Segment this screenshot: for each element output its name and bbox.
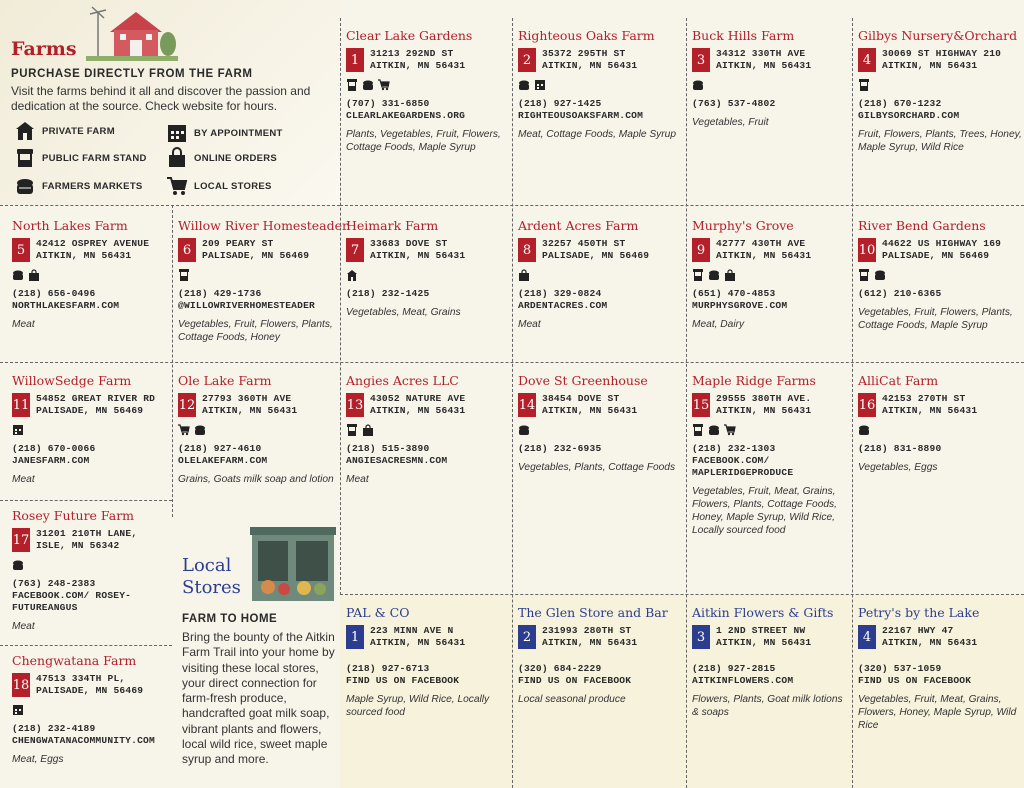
entry-address: 32257 450TH ST PALISADE, MN 56469 (542, 238, 650, 261)
entry-website[interactable]: OLELAKEFARM.COM (178, 455, 268, 466)
store-entry-pal-co (340, 597, 512, 787)
divider-horizontal (0, 645, 172, 646)
farm-entry-willow-river-homesteader (172, 210, 348, 370)
divider-vertical (512, 18, 513, 788)
basket-icon (12, 558, 24, 570)
basket-icon (692, 78, 704, 90)
farm-name: Chengwatana Farm (12, 653, 137, 668)
barn-illustration (86, 6, 178, 62)
purchase-options (178, 423, 340, 437)
purchase-options (858, 268, 1024, 282)
farm-name: Buck Hills Farm (692, 28, 795, 43)
entry-contact (858, 443, 1024, 455)
entry-number-badge: 2 (518, 48, 536, 72)
entry-phone: (218) 232-1303 (692, 443, 776, 454)
entry-number-badge: 18 (12, 673, 30, 697)
entry-address: 38454 DOVE ST AITKIN, MN 56431 (542, 393, 638, 416)
entry-address: 209 PEARY ST PALISADE, MN 56469 (202, 238, 310, 261)
stand-icon (178, 268, 190, 280)
entry-website[interactable]: FIND US ON FACEBOOK (518, 675, 632, 686)
calendar-icon (166, 122, 188, 144)
entry-products: Local seasonal produce (518, 694, 626, 705)
calendar-icon (12, 703, 24, 715)
entry-contact (178, 288, 340, 312)
entry-website[interactable]: NORTHLAKESFARM.COM (12, 300, 120, 311)
basket-icon (518, 423, 530, 435)
farms-title: Farms (11, 38, 77, 60)
farm-name: Dove St Greenhouse (518, 373, 648, 388)
entry-products: Meat, Eggs (12, 754, 64, 765)
entry-number-badge: 12 (178, 393, 196, 417)
entry-products: Vegetables, Fruit, Flowers, Plants, Cottage Foods, Honey (178, 319, 333, 343)
entry-products: Vegetables, Fruit, Flowers, Plants, Cottage Foods, Maple Syrup (858, 307, 1013, 331)
cart-icon (724, 423, 736, 435)
divider-horizontal (0, 362, 1024, 363)
entry-phone: (218) 656-0496 (12, 288, 96, 299)
entry-number-badge: 9 (692, 238, 710, 262)
bag-icon (518, 268, 530, 280)
stand-icon (858, 78, 870, 90)
store-entry-the-glen-store-and-bar (512, 597, 686, 787)
farm-entry-gilbys-nursery-orchard (852, 20, 1024, 205)
entry-website[interactable]: JANESFARM.COM (12, 455, 90, 466)
basket-icon (194, 423, 206, 435)
entry-website[interactable]: CLEARLAKEGARDENS.ORG (346, 110, 466, 121)
farm-name: Righteous Oaks Farm (518, 28, 655, 43)
entry-website[interactable]: MURPHYSGROVE.COM (692, 300, 788, 311)
entry-products: Meat (12, 474, 35, 485)
store-name: Aitkin Flowers & Gifts (692, 605, 834, 620)
purchase-options (346, 268, 512, 282)
purchase-options (692, 423, 852, 437)
legend-online-orders: ONLINE ORDERS (166, 147, 277, 169)
farm-name: Gilbys Nursery&Orchard (858, 28, 1018, 43)
entry-number-badge: 2 (518, 625, 536, 649)
divider-horizontal (340, 594, 1024, 595)
farm-name: Ardent Acres Farm (518, 218, 639, 233)
basket-icon (362, 78, 374, 90)
entry-phone: (218) 232-4189 (12, 723, 96, 734)
stand-icon (692, 423, 704, 435)
calendar-icon (12, 423, 24, 435)
entry-address: 35372 295TH ST AITKIN, MN 56431 (542, 48, 638, 71)
basket-icon (874, 268, 886, 280)
divider-horizontal (0, 500, 172, 501)
entry-address: 223 MINN AVE N AITKIN, MN 56431 (370, 625, 466, 648)
farm-name: Clear Lake Gardens (346, 28, 473, 43)
entry-number-badge: 4 (858, 48, 876, 72)
entry-phone: (707) 331-6850 (346, 98, 430, 109)
local-stores-description: Bring the bounty of the Aitkin Farm Trail into your home by visiting these local stores, your direct connection for farm-fresh produce, handcrafted goat milk soap, vibrant plants and flowers, local wild rice, sweet maple syrup and more. (182, 630, 335, 767)
entry-address: 33683 DOVE ST AITKIN, MN 56431 (370, 238, 466, 261)
entry-number-badge: 1 (346, 625, 364, 649)
entry-products: Fruit, Flowers, Plants, Trees, Honey, Maple Syrup, Wild Rice (858, 129, 1022, 153)
entry-contact (692, 288, 852, 312)
entry-number-badge: 15 (692, 393, 710, 417)
entry-website[interactable]: FIND US ON FACEBOOK (346, 675, 460, 686)
store-name: Petry's by the Lake (858, 605, 980, 620)
store-entry-petry-s-by-the-lake (852, 597, 1024, 787)
farms-header-panel (0, 0, 340, 205)
legend-private-farm: PRIVATE FARM (14, 120, 115, 142)
entry-contact (12, 578, 172, 614)
entry-phone: (763) 248-2383 (12, 578, 96, 589)
stand-icon (346, 423, 358, 435)
farm-entry-north-lakes-farm (6, 210, 172, 370)
entry-website[interactable]: FACEBOOK.COM/ ROSEY-FUTUREANGUS (12, 590, 132, 613)
entry-address: 22167 HWY 47 AITKIN, MN 56431 (882, 625, 978, 648)
bag-icon (362, 423, 374, 435)
entry-contact (12, 723, 172, 747)
legend-by-appointment: BY APPOINTMENT (166, 122, 283, 144)
entry-address: 34312 330TH AVE AITKIN, MN 56431 (716, 48, 812, 71)
entry-products: Vegetables, Meat, Grains (346, 307, 461, 318)
farm-entry-maple-ridge-farms (686, 365, 852, 595)
calendar-icon (534, 78, 546, 90)
purchase-options (692, 78, 852, 92)
entry-phone: (218) 927-2815 (692, 663, 776, 674)
entry-website[interactable]: @WILLOWRIVERHOMESTEADER (178, 300, 316, 311)
entry-phone: (218) 927-4610 (178, 443, 262, 454)
local-stores-title: Local Stores (182, 555, 241, 598)
entry-phone: (651) 470-4853 (692, 288, 776, 299)
entry-products: Meat (518, 319, 541, 330)
entry-address: 44622 US HIGHWAY 169 PALISADE, MN 56469 (882, 238, 1002, 261)
storefront-illustration (248, 521, 338, 605)
divider-horizontal (0, 205, 340, 206)
bag-icon (724, 268, 736, 280)
farm-entry-angies-acres-llc (340, 365, 512, 595)
stand-icon (858, 268, 870, 280)
entry-contact (346, 443, 512, 467)
farm-entry-murphy-s-grove (686, 210, 852, 370)
entry-contact (692, 663, 852, 687)
entry-address: 42412 OSPREY AVENUE AITKIN, MN 56431 (36, 238, 150, 261)
entry-number-badge: 6 (178, 238, 196, 262)
entry-number-badge: 8 (518, 238, 536, 262)
cart-icon (378, 78, 390, 90)
entry-number-badge: 14 (518, 393, 536, 417)
cart-icon (178, 423, 190, 435)
entry-contact (518, 443, 686, 455)
entry-products: Meat (346, 474, 369, 485)
entry-phone: (763) 537-4802 (692, 98, 776, 109)
entry-products: Vegetables, Fruit (692, 117, 769, 128)
store-name: The Glen Store and Bar (518, 605, 668, 620)
entry-address: 29555 380TH AVE. AITKIN, MN 56431 (716, 393, 812, 416)
basket-icon (858, 423, 870, 435)
entry-address: 27793 360TH AVE AITKIN, MN 56431 (202, 393, 298, 416)
farm-entry-righteous-oaks-farm (512, 20, 686, 205)
entry-products: Maple Syrup, Wild Rice, Locally sourced food (346, 694, 490, 718)
entry-contact (858, 98, 1024, 122)
stand-icon (14, 147, 36, 169)
entry-number-badge: 16 (858, 393, 876, 417)
bag-icon (166, 147, 188, 169)
entry-phone: (320) 684-2229 (518, 663, 602, 674)
purchase-options (518, 78, 686, 92)
entry-number-badge: 11 (12, 393, 30, 417)
entry-products: Vegetables, Eggs (858, 462, 938, 473)
purchase-options (12, 423, 172, 437)
entry-contact (692, 98, 852, 110)
entry-contact (12, 288, 172, 312)
entry-products: Vegetables, Fruit, Meat, Grains, Flowers, Plants, Cottage Foods, Honey, Maple Syrup, Wild Rice, Locally sourced food (692, 486, 837, 536)
entry-contact (12, 443, 172, 467)
farm-name: North Lakes Farm (12, 218, 128, 233)
farms-subtitle: PURCHASE DIRECTLY FROM THE FARM (11, 68, 253, 80)
purchase-options (346, 78, 512, 92)
purchase-options (178, 268, 340, 282)
entry-number-badge: 17 (12, 528, 30, 552)
entry-products: Meat, Cottage Foods, Maple Syrup (518, 129, 676, 140)
purchase-options (858, 78, 1024, 92)
farm-entry-river-bend-gardens (852, 210, 1024, 370)
stand-icon (346, 78, 358, 90)
entry-products: Plants, Vegetables, Fruit, Flowers, Cottage Foods, Maple Syrup (346, 129, 501, 153)
entry-address: 42153 270TH ST AITKIN, MN 56431 (882, 393, 978, 416)
basket-icon (708, 423, 720, 435)
farm-entry-clear-lake-gardens (340, 20, 512, 205)
entry-address: 31201 210TH LANE, ISLE, MN 56342 (36, 528, 138, 551)
farm-name: River Bend Gardens (858, 218, 986, 233)
entry-address: 54852 GREAT RIVER RD PALISADE, MN 56469 (36, 393, 156, 416)
farm-entry-willowsedge-farm (6, 365, 172, 505)
entry-phone: (320) 537-1059 (858, 663, 942, 674)
farm-entry-dove-st-greenhouse (512, 365, 686, 595)
basket-icon (12, 268, 24, 280)
farm-name: Maple Ridge Farms (692, 373, 816, 388)
farm-entry-allicat-farm (852, 365, 1024, 595)
legend-local-stores: LOCAL STORES (166, 175, 272, 197)
entry-phone: (218) 927-6713 (346, 663, 430, 674)
basket-icon (14, 175, 36, 197)
entry-contact (346, 663, 512, 687)
barn-icon (14, 120, 36, 142)
farm-name: Murphy's Grove (692, 218, 794, 233)
entry-address: 47513 334TH PL, PALISADE, MN 56469 (36, 673, 144, 696)
farm-name: Willow River Homesteader (178, 218, 348, 233)
entry-address: 43052 NATURE AVE AITKIN, MN 56431 (370, 393, 466, 416)
entry-contact (858, 288, 1024, 300)
entry-number-badge: 4 (858, 625, 876, 649)
entry-phone: (612) 210-6365 (858, 288, 942, 299)
farm-entry-rosey-future-farm (6, 500, 172, 640)
farm-entry-heimark-farm (340, 210, 512, 370)
entry-address: 231993 280TH ST AITKIN, MN 56431 (542, 625, 638, 648)
entry-products: Vegetables, Fruit, Meat, Grains, Flowers, Honey, Maple Syrup, Wild Rice (858, 694, 1017, 731)
entry-website[interactable]: FACEBOOK.COM/ MAPLERIDGEPRODUCE (692, 455, 794, 478)
farm-name: Ole Lake Farm (178, 373, 272, 388)
entry-phone: (218) 515-3890 (346, 443, 430, 454)
entry-address: 1 2ND STREET NW AITKIN, MN 56431 (716, 625, 812, 648)
divider-vertical (852, 18, 853, 788)
entry-number-badge: 3 (692, 48, 710, 72)
entry-products: Vegetables, Plants, Cottage Foods (518, 462, 676, 473)
purchase-options (518, 423, 686, 437)
stand-icon (692, 268, 704, 280)
farm-name: WillowSedge Farm (12, 373, 132, 388)
purchase-options (12, 558, 172, 572)
purchase-options (12, 268, 172, 282)
entry-number-badge: 3 (692, 625, 710, 649)
entry-contact (346, 288, 512, 300)
entry-website[interactable]: CHENGWATANACOMMUNITY.COM (12, 735, 155, 746)
divider-vertical (340, 18, 341, 595)
farm-name: AlliCat Farm (858, 373, 939, 388)
entry-website[interactable]: ANGIESACRESMN.COM (346, 455, 448, 466)
entry-products: Meat (12, 319, 35, 330)
farm-entry-ardent-acres-farm (512, 210, 686, 370)
entry-contact (518, 288, 686, 312)
entry-products: Meat (12, 621, 35, 632)
legend-farmers-markets: FARMERS MARKETS (14, 175, 143, 197)
local-stores-subtitle: FARM TO HOME (182, 613, 278, 625)
entry-phone: (218) 670-0066 (12, 443, 96, 454)
divider-vertical (686, 18, 687, 788)
basket-icon (708, 268, 720, 280)
entry-products: Grains, Goats milk soap and lotion (178, 474, 334, 485)
store-name: PAL & CO (346, 605, 410, 620)
cart-icon (166, 175, 188, 197)
divider-vertical (172, 205, 173, 517)
entry-contact (692, 443, 852, 479)
entry-number-badge: 13 (346, 393, 364, 417)
entry-phone: (218) 232-1425 (346, 288, 430, 299)
entry-website[interactable]: AITKINFLOWERS.COM (692, 675, 794, 686)
entry-number-badge: 1 (346, 48, 364, 72)
farm-entry-ole-lake-farm (172, 365, 340, 515)
entry-phone: (218) 232-6935 (518, 443, 602, 454)
entry-website[interactable]: GILBYSORCHARD.COM (858, 110, 960, 121)
farm-name: Angies Acres LLC (346, 373, 459, 388)
entry-phone: (218) 329-0824 (518, 288, 602, 299)
basket-icon (518, 78, 530, 90)
entry-contact (346, 98, 512, 122)
entry-products: Flowers, Plants, Goat milk lotions & soaps (692, 694, 843, 718)
legend-public-farm-stand: PUBLIC FARM STAND (14, 147, 147, 169)
bag-icon (28, 268, 40, 280)
entry-website[interactable]: ARDENTACRES.COM (518, 300, 608, 311)
entry-website[interactable]: RIGHTEOUSOAKSFARM.COM (518, 110, 644, 121)
entry-website[interactable]: FIND US ON FACEBOOK (858, 675, 972, 686)
entry-number-badge: 10 (858, 238, 876, 262)
local-stores-panel (172, 517, 340, 788)
farms-description: Visit the farms behind it all and discover the passion and dedication at the source. Check website for hours. (11, 84, 311, 113)
divider-horizontal (340, 205, 1024, 206)
purchase-options (346, 423, 512, 437)
purchase-options (518, 268, 686, 282)
farm-entry-chengwatana-farm (6, 645, 172, 788)
purchase-options (12, 703, 172, 717)
entry-phone: (218) 927-1425 (518, 98, 602, 109)
farm-name: Heimark Farm (346, 218, 439, 233)
entry-number-badge: 7 (346, 238, 364, 262)
entry-contact (178, 443, 340, 467)
entry-contact (858, 663, 1024, 687)
entry-phone: (218) 429-1736 (178, 288, 262, 299)
entry-number-badge: 5 (12, 238, 30, 262)
barn-icon (346, 268, 358, 280)
entry-contact (518, 663, 686, 687)
purchase-options (858, 423, 1024, 437)
store-entry-aitkin-flowers-gifts (686, 597, 852, 787)
entry-contact (518, 98, 686, 122)
entry-address: 42777 430TH AVE AITKIN, MN 56431 (716, 238, 812, 261)
farm-entry-buck-hills-farm (686, 20, 852, 205)
entry-address: 30069 ST HIGHWAY 210 AITKIN, MN 56431 (882, 48, 1002, 71)
entry-phone: (218) 670-1232 (858, 98, 942, 109)
entry-phone: (218) 831-8890 (858, 443, 942, 454)
farm-name: Rosey Future Farm (12, 508, 135, 523)
entry-address: 31213 292ND ST AITKIN, MN 56431 (370, 48, 466, 71)
entry-products: Meat, Dairy (692, 319, 745, 330)
purchase-options (692, 268, 852, 282)
